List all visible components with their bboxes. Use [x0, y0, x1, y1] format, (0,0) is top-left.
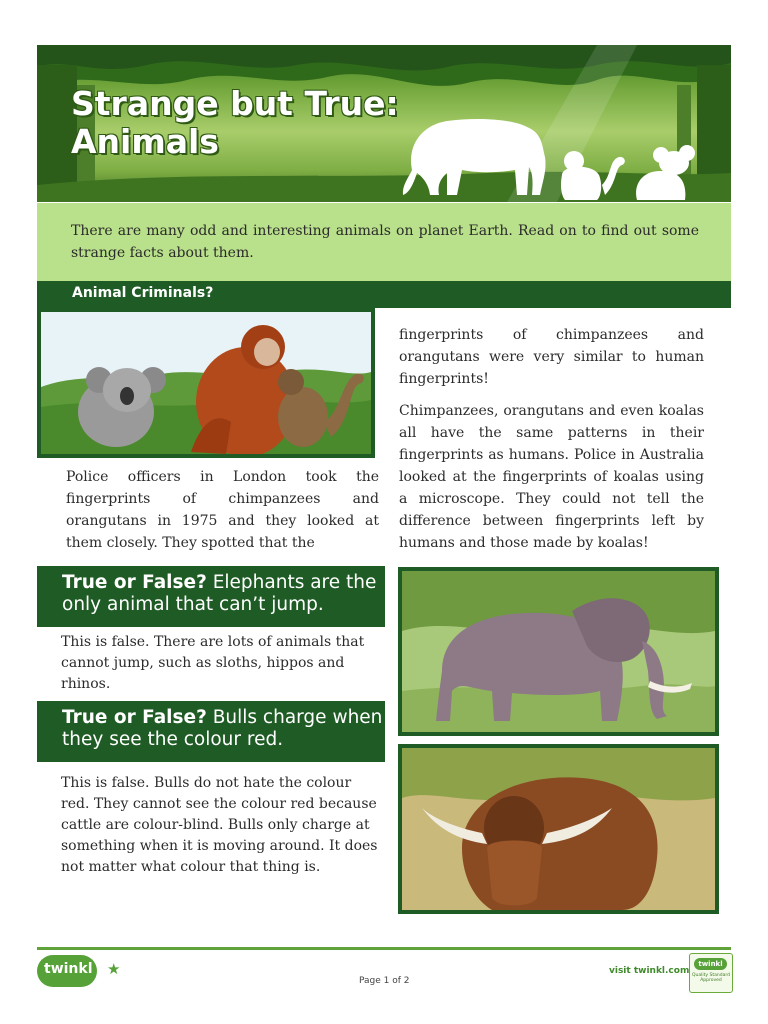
quality-badge	[689, 953, 733, 993]
badge-brand: twinkl	[694, 958, 727, 970]
fact-2-label: True or False?	[62, 707, 207, 728]
page-title: Strange but True: Animals	[71, 84, 399, 161]
fact-2-question: Bulls charge when they see the colour red.	[62, 707, 383, 750]
header-banner	[37, 45, 731, 202]
elephant-picture-frame	[398, 567, 719, 736]
paragraph-right-2: Chimpanzees, orangutans and even koalas all have the same patterns in their fingerprints as humans. Police in Australia looked at the fingerprints of koalas using a microscope. They could not tell the difference between fingerprints left by humans and those made by koalas!	[399, 403, 704, 551]
page-number: Page 1 of 2	[359, 976, 410, 986]
visit-link[interactable]: visit twinkl.com	[609, 966, 690, 976]
badge-text: Quality Standard Approved	[692, 973, 730, 983]
fact-2-heading	[62, 707, 387, 751]
section-heading: Animal Criminals?	[72, 285, 214, 301]
fact-1-answer: This is false. There are lots of animals that cannot jump, such as sloths, hippos and rhinos.	[61, 634, 365, 692]
twinkl-logo[interactable]	[37, 955, 97, 987]
fact-2-answer: This is false. Bulls do not hate the colour red. They cannot see the colour red because cattle are colour-blind. Bulls only charge at something when it is moving around. It does not matter what colour that thing is.	[61, 775, 378, 875]
intro-text: There are many odd and interesting animals on planet Earth. Read on to find out some strange facts about them.	[71, 223, 699, 261]
bull-picture-frame	[398, 744, 719, 914]
footer-divider	[37, 947, 731, 950]
paragraph-left: Police officers in London took the fingerprints of chimpanzees and orangutans in 1975 and they looked at them closely. They spotted that the	[66, 469, 379, 551]
elephant-illustration	[402, 571, 715, 732]
bull-illustration	[402, 748, 715, 910]
animals-picture-frame	[37, 308, 375, 458]
fact-2-bar	[37, 701, 385, 762]
koala-orangutan-monkey-illustration	[41, 312, 371, 454]
fact-1-question: Elephants are the only animal that can’t jump.	[62, 572, 377, 615]
logo-text: twinkl	[44, 961, 93, 977]
star-icon: ★	[107, 960, 121, 978]
intro-panel	[37, 203, 731, 281]
fact-1-label: True or False?	[62, 572, 207, 593]
fact-1-bar	[37, 566, 385, 627]
fact-1-heading	[62, 572, 387, 616]
paragraph-right-1: fingerprints of chimpanzees and orangutans were very similar to human fingerprints!	[399, 327, 704, 387]
section-heading-bar	[37, 281, 731, 308]
